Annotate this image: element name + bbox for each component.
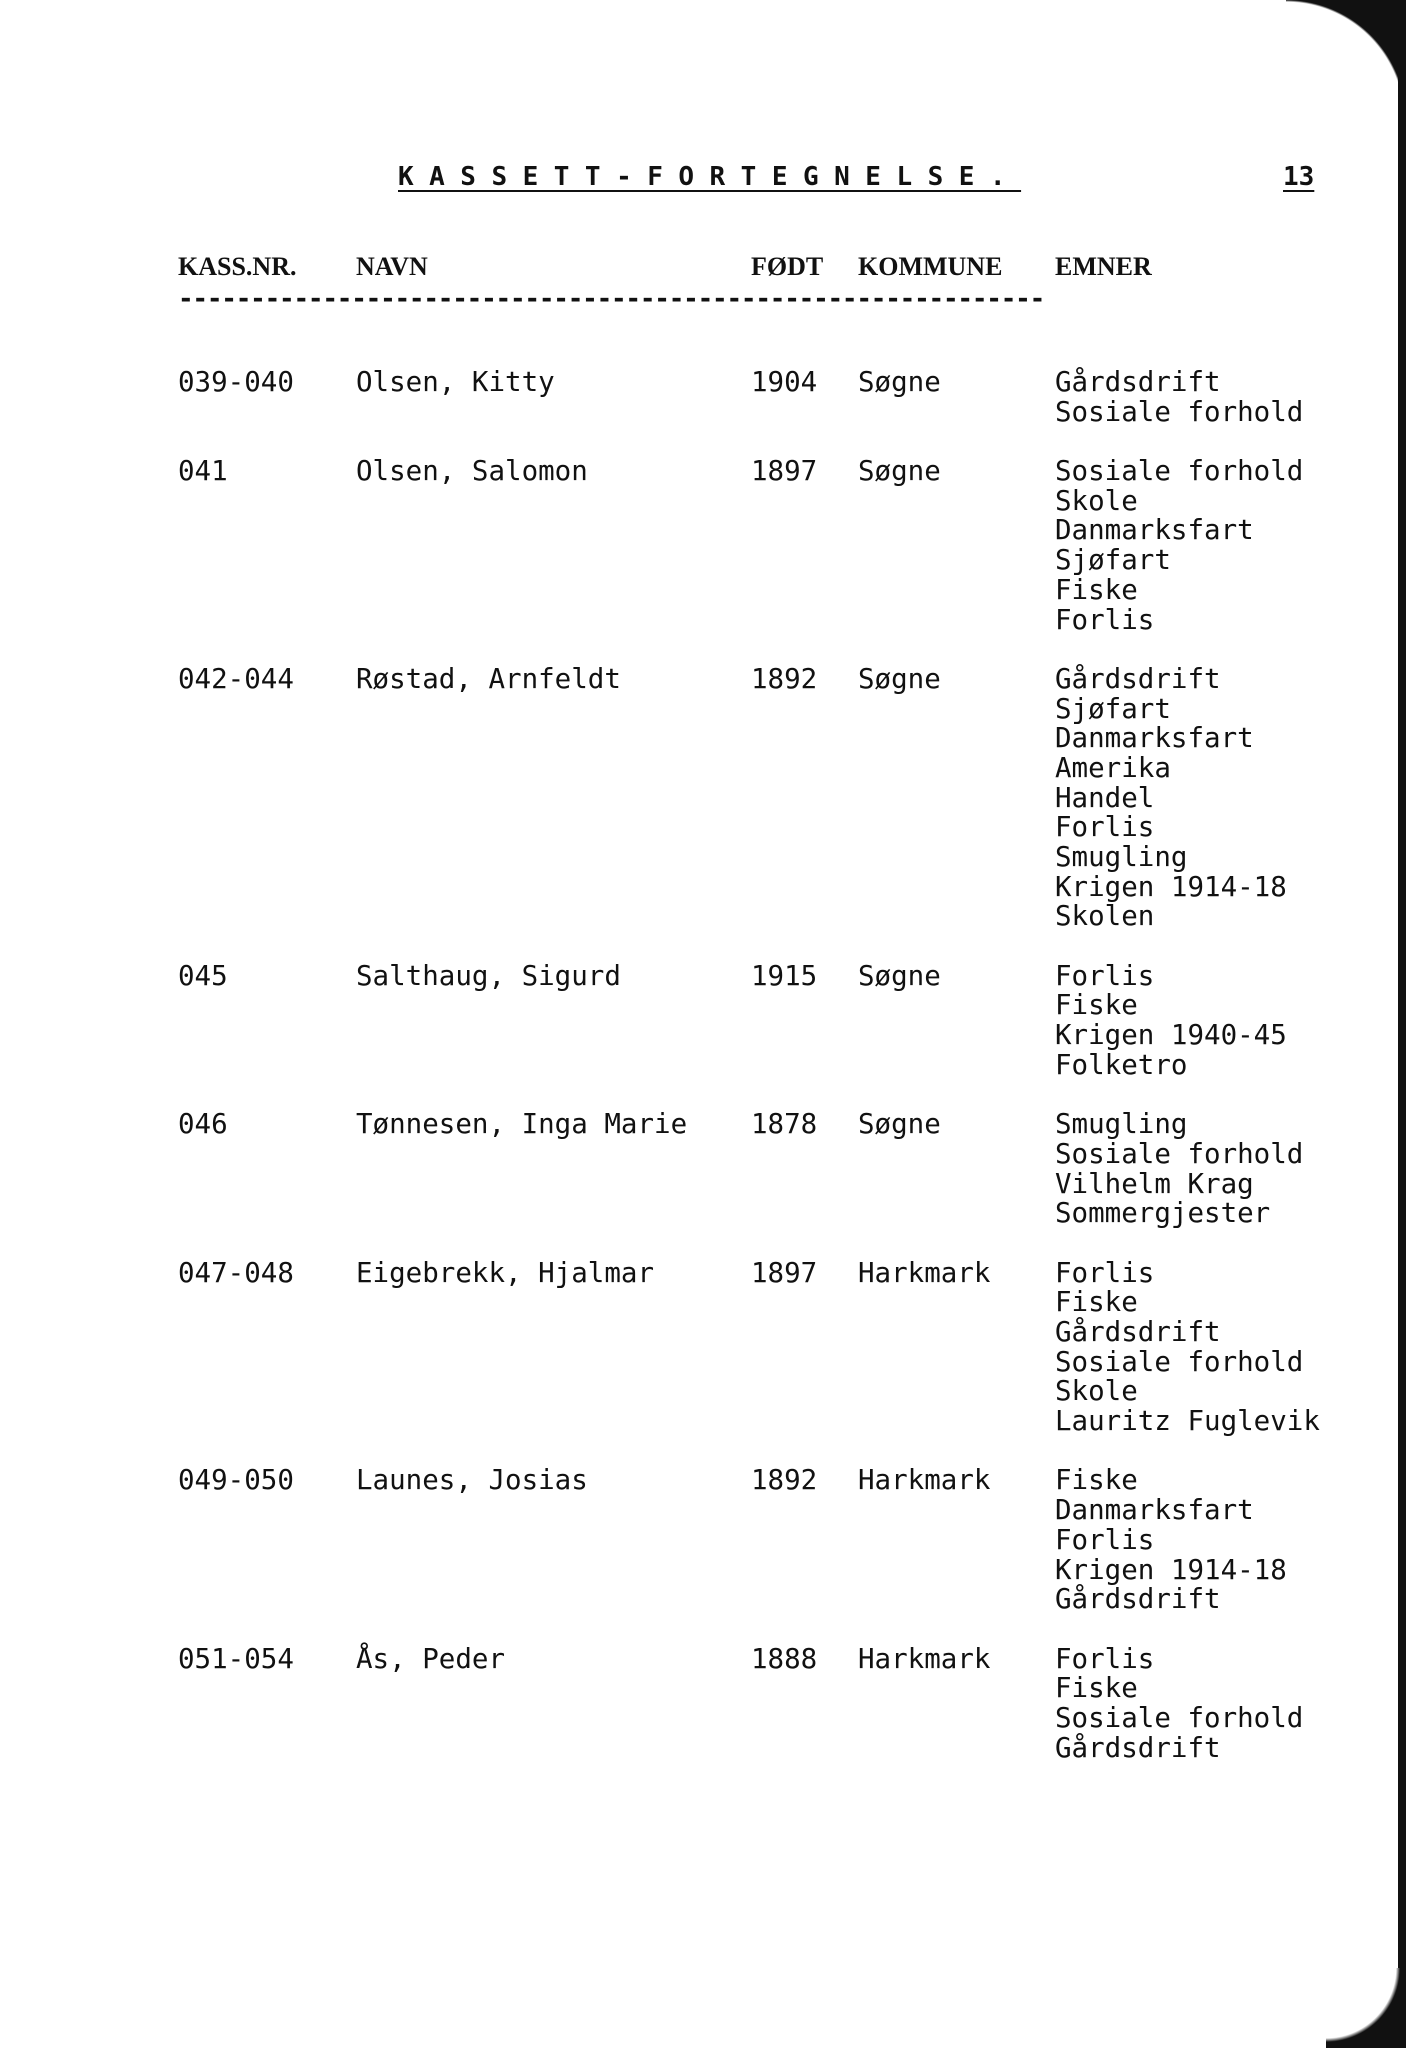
entry-topic: Forlis: [1055, 959, 1155, 992]
entry-topic: Smugling: [1055, 1108, 1188, 1141]
entry-name: Olsen, Kitty: [356, 366, 555, 398]
entry-topic: Forlis: [1055, 1642, 1155, 1675]
scan-page-corner: [1286, 0, 1406, 120]
entry-municipality: Søgne: [858, 662, 941, 695]
entry-kass-nr: 045: [178, 959, 228, 992]
entry-municipality: Søgne: [858, 959, 941, 992]
entry-topic: Forlis: [1055, 1523, 1155, 1556]
entry-topic: Fiske: [1055, 1464, 1138, 1497]
entry-topic: Fiske: [1055, 989, 1138, 1022]
entry-topic: Krigen 1940-45: [1055, 1019, 1287, 1052]
entry-municipality: Søgne: [858, 455, 941, 488]
entry-name: Eigebrekk, Hjalmar: [356, 1256, 655, 1289]
entry-spacer: [0, 1081, 1406, 1111]
page-number: 13: [1283, 162, 1315, 192]
column-header-navn: NAVN: [356, 252, 428, 281]
entry-kass-nr: 041: [178, 455, 228, 488]
entry-spacer: [0, 1229, 1406, 1259]
entry-born: 1897: [751, 1256, 818, 1289]
cassette-entry: [0, 1110, 1406, 1229]
column-header-fodt: FØDT: [751, 252, 824, 281]
entry-topic: Amerika: [1055, 751, 1171, 784]
entry-born: 1892: [751, 662, 818, 695]
entry-topic: Sjøfart: [1055, 544, 1171, 577]
entry-topic: Skole: [1055, 1375, 1138, 1408]
entry-topic: Sosiale forhold: [1055, 395, 1304, 428]
entry-topic: Skole: [1055, 484, 1138, 517]
scan-page-corner-bottom: [1326, 1968, 1406, 2048]
entry-born: 1892: [751, 1464, 818, 1497]
document-title: KASSETT-FORTEGNELSE.: [398, 162, 1022, 192]
entry-born: 1904: [751, 366, 818, 398]
entry-topic: Forlis: [1055, 1256, 1155, 1289]
entry-kass-nr: 047-048: [178, 1256, 294, 1289]
entry-topic: Sjøfart: [1055, 692, 1171, 725]
entry-topic: Gårdsdrift: [1055, 1731, 1221, 1764]
entry-topic: Sommergjester: [1055, 1197, 1271, 1230]
entry-topic: Smugling: [1055, 841, 1188, 873]
cassette-entry: [0, 959, 1406, 1081]
entry-municipality: Søgne: [858, 1108, 941, 1141]
entry-municipality: Harkmark: [858, 1642, 991, 1675]
entry-spacer: [0, 932, 1406, 962]
entry-topic: Vilhelm Krag: [1055, 1167, 1254, 1200]
entry-topic: Sosiale forhold: [1055, 1345, 1304, 1378]
entry-topic: Gårdsdrift: [1055, 662, 1221, 695]
cassette-entry: [0, 1642, 1406, 1764]
entry-topic: Folketro: [1055, 1048, 1188, 1081]
entry-name: Salthaug, Sigurd: [356, 959, 621, 992]
entry-municipality: Søgne: [858, 366, 941, 398]
entry-topic: Danmarksfart: [1055, 1494, 1254, 1527]
entry-kass-nr: 039-040: [178, 366, 294, 398]
entry-spacer: [0, 427, 1406, 457]
entry-municipality: Harkmark: [858, 1464, 991, 1497]
entry-kass-nr: 046: [178, 1108, 228, 1141]
entry-topics: [1055, 959, 1406, 1081]
entry-born: 1888: [751, 1642, 818, 1675]
entry-topic: Forlis: [1055, 811, 1155, 844]
cassette-entry: [0, 1466, 1406, 1614]
entry-born: 1897: [751, 455, 818, 488]
entry-topics: [1055, 368, 1406, 427]
cassette-entry: [0, 1256, 1406, 1438]
entry-topic: Gårdsdrift: [1055, 1583, 1221, 1616]
entry-topics: [1055, 662, 1406, 933]
entry-topics: [1055, 1256, 1406, 1438]
entry-spacer: [0, 1437, 1406, 1467]
entry-kass-nr: 049-050: [178, 1464, 294, 1497]
cassette-entry: [0, 662, 1406, 933]
entry-topic: Skolen: [1055, 900, 1155, 933]
entry-kass-nr: 042-044: [178, 662, 294, 695]
entry-municipality: Harkmark: [858, 1256, 991, 1289]
entry-born: 1878: [751, 1108, 818, 1141]
entry-topic: Gårdsdrift: [1055, 366, 1221, 398]
cassette-entry: [0, 368, 1406, 427]
entry-name: Tønnesen, Inga Marie: [356, 1108, 688, 1141]
cassette-list: [0, 368, 1406, 1763]
entry-topic: Krigen 1914-18: [1055, 1553, 1287, 1586]
entry-topic: Gårdsdrift: [1055, 1316, 1221, 1348]
entry-topics: [1055, 457, 1406, 635]
cassette-entry: [0, 457, 1406, 635]
entry-name: Olsen, Salomon: [356, 455, 588, 488]
entry-topic: Danmarksfart: [1055, 514, 1254, 547]
entry-topic: Forlis: [1055, 603, 1155, 636]
entry-topics: [1055, 1110, 1406, 1229]
entry-name: Ås, Peder: [356, 1642, 506, 1675]
entry-born: 1915: [751, 959, 818, 992]
column-header-kass-nr: KASS.NR.: [178, 252, 297, 281]
column-header-kommune: KOMMUNE: [858, 252, 1003, 281]
entry-topics: [1055, 1642, 1406, 1764]
entry-topic: Fiske: [1055, 573, 1138, 606]
entry-kass-nr: 051-054: [178, 1642, 294, 1675]
entry-topic: Sosiale forhold: [1055, 1137, 1304, 1170]
entry-name: Røstad, Arnfeldt: [356, 662, 621, 695]
entry-topic: Sosiale forhold: [1055, 455, 1304, 488]
entry-topic: Krigen 1914-18: [1055, 870, 1287, 903]
entry-topic: Fiske: [1055, 1672, 1138, 1705]
entry-topic: Fiske: [1055, 1286, 1138, 1319]
entry-topics: [1055, 1466, 1406, 1614]
entry-topic: Lauritz Fuglevik: [1055, 1405, 1320, 1438]
entry-spacer: [0, 1615, 1406, 1645]
entry-topic: Sosiale forhold: [1055, 1701, 1304, 1734]
entry-topic: Danmarksfart: [1055, 722, 1254, 755]
entry-topic: Handel: [1055, 781, 1155, 814]
header-rule: ------------------------------------------------------------: [178, 284, 1045, 314]
entry-name: Launes, Josias: [356, 1464, 588, 1497]
column-header-emner: EMNER: [1055, 252, 1152, 281]
entry-spacer: [0, 635, 1406, 665]
